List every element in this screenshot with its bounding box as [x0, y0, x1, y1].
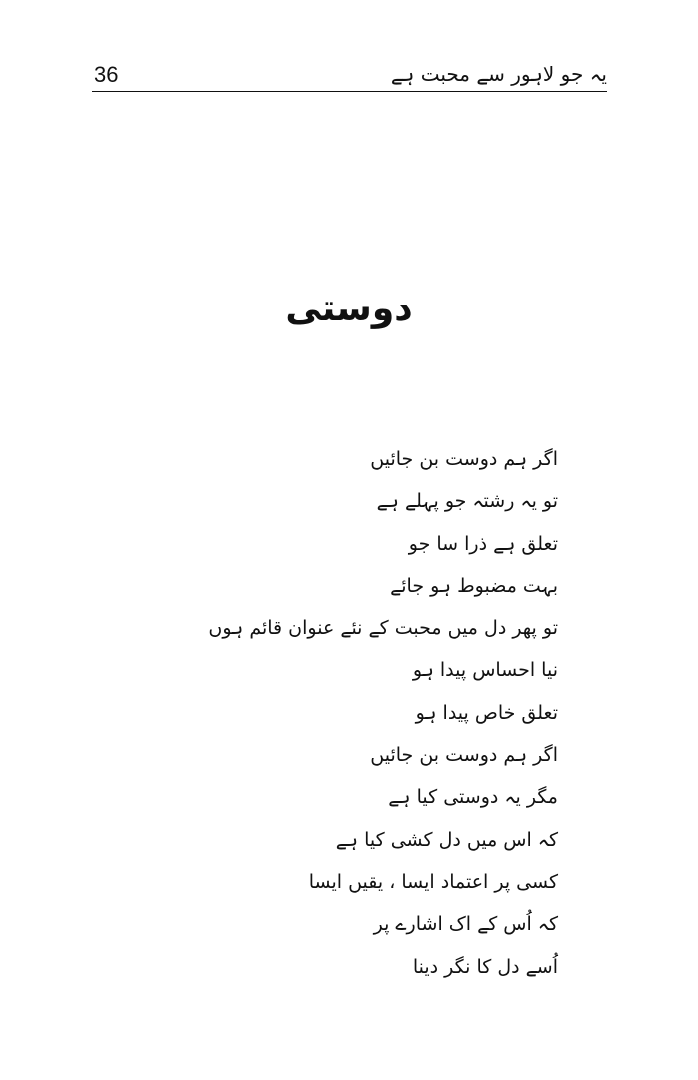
verse-line: بہت مضبوط ہو جائے	[390, 574, 558, 597]
verse-line: کہ اس میں دل کشی کیا ہے	[335, 828, 558, 851]
verse-line: تعلق خاص پیدا ہو	[415, 701, 558, 724]
verse-line: کہ اُس کے اک اشارے پر	[373, 913, 558, 936]
page-header	[92, 58, 607, 90]
verse-line: اگر ہم دوست بن جائیں	[370, 448, 558, 470]
verse-line: کسی پر اعتماد ایسا ، یقیں ایسا	[308, 870, 558, 893]
verse-line: تو پھر دل میں محبت کے نئے عنوان قائم ہوں	[208, 617, 558, 640]
running-title: یہ جو لاہور سے محبت ہے	[390, 62, 607, 86]
verse-line: مگر یہ دوستی کیا ہے	[388, 786, 558, 809]
verse-line: اگر ہم دوست بن جائیں	[370, 744, 558, 767]
poem-title: دوستی	[285, 288, 413, 329]
header-rule	[92, 91, 607, 92]
verse-line: نیا احساس پیدا ہو	[412, 659, 558, 682]
verse-line: اُسے دل کا نگر دینا	[412, 955, 558, 978]
poem-verses	[138, 438, 558, 988]
page-number: 36	[94, 62, 119, 87]
verse-line: تعلق ہے ذرا سا جو	[408, 532, 558, 555]
verse-line: تو یہ رشتہ جو پہلے ہے	[376, 490, 558, 513]
